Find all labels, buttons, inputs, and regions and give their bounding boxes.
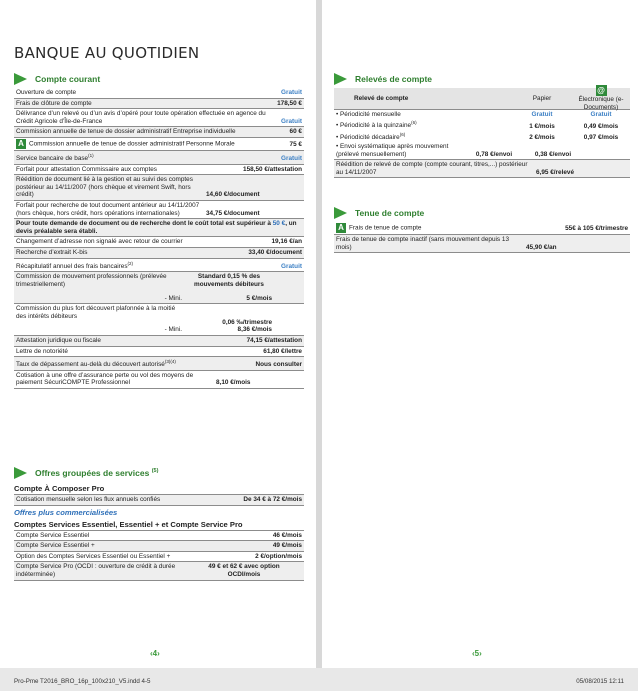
table-row: Réédition de relevé de compte (compte courant, titres,...) postérieur au 14/11/2007 6,95 €/relevé [334,160,630,178]
table-row: Lettre de notoriété 61,80 €/lettre [14,347,304,358]
table-row: Compte Service Pro (OCDI : ouverture de crédit à durée indéterminée) 49 € et 62 € avec option OCDI/mois [14,562,304,580]
table-row: • Périodicité à la quinzaine$^{(6)}$ 1 €/mois 0,49 €/mois [336,120,619,130]
table-row: Cotisation mensuelle selon les flux annuels confiés De 34 € à 72 €/mois [14,494,304,506]
right-page [322,0,638,668]
table-row: Option des Comptes Services Essentiel ou Essentiel + 2 €/option/mois [14,552,304,563]
table-row: Compte Service Essentiel 46 €/mois [14,530,304,542]
table-row: Commission de mouvement professionnels (prélevée trimestriellement) - Mini. Standard 0,15 % des mouvements débiteurs 5 €/mois [14,272,304,304]
table-row: Forfait pour attestation Commissaire aux comptes 158,50 €/attestation [14,165,304,176]
table-row: Commission du plus fort découvert plafonnée à la moitié des intérêts débiteurs - Mini. 0,06 ‰/trimestre 8,36 €/mois [14,304,304,336]
section-title: Compte courant [35,74,101,84]
arrow-right-icon [14,73,27,85]
table-row: Taux de dépassement au-delà du découvert autorisé$^{(3)(4)}$ Nous consulter [14,357,304,371]
page-number: ‹4› [150,649,160,658]
print-date: 05/08/2015 12:11 [576,678,624,685]
table-row: Frais de clôture de compte 178,50 € [14,99,304,110]
compte-courant-heading [14,72,304,86]
table-row: Forfait pour recherche de tout document antérieur au 14/11/2007 (hors chèque, hors crédit, hors opérations internationales) 34,75 €/document [14,201,304,219]
releves-section [334,72,630,178]
table-row: Cotisation à une offre d’assurance perte ou vol des moyens de paiement SécuriCOMPTE Professionnel 8,10 €/mois [14,371,304,389]
at-sign-icon: @ [597,86,605,96]
table-row: Délivrance d’un relevé ou d’un avis d’opéré pour toute opération effectuée en agence du Crédit Agricole d’Île-de-France Gratuit [14,109,304,127]
table-row: Récapitulatif annuel des frais bancaires$^{(2)}$ Gratuit [14,259,304,273]
page-title: BANQUE AU QUOTIDIEN [14,44,200,62]
table-row: Pour toute demande de document ou de recherche dont le coût total est supérieur à 50 €, un devis préalable sera établi. [14,219,304,237]
table-row: Réédition de document lié à la gestion et au suivi des comptes postérieur au 14/11/2007 (hors chèque et virement Swift, hors crédit) 14,60 €/document [14,175,304,201]
table-row: • Envoi systématique après mouvement (prélevé mensuellement) 0,78 €/envoi 0,38 €/envoi [334,143,630,160]
table-row: Recherche d’extrait K-bis 33,40 €/document [14,248,304,259]
subsection-title: Comptes Services Essentiel, Essentiel + et Compte Service Pro [14,519,243,529]
table-row: • Périodicité décadaire$^{(6)}$ 2 €/mois 0,97 €/mois [336,132,619,142]
table-row: Service bancaire de base$^{(1)}$ Gratuit [14,151,304,165]
tenue-section [334,206,630,253]
table-header: Relevé de compte Papier @ Électronique (e-Documents) [334,88,630,110]
left-page [0,0,316,668]
table-row: Compte Service Essentiel + 49 €/mois [14,541,304,552]
releves-heading: Relevés de compte [334,72,630,86]
compte-courant-section [14,72,304,389]
page-number: ‹5› [472,649,482,658]
arrow-right-icon [334,73,347,85]
table-row: A Frais de tenue de compte 55€ à 105 €/trimestre [334,222,630,235]
print-file-name: Pro-Pme T2016_BRO_16p_100x210_V5.indd 4-5 [14,678,151,685]
arrow-right-icon [334,207,347,219]
offres-section [14,466,304,581]
ca-logo-icon: A [336,223,346,233]
table-row: Changement d’adresse non signalé avec retour de courrier 19,16 €/an [14,237,304,248]
tenue-heading: Tenue de compte [334,206,630,220]
table-row: Attestation juridique ou fiscale 74,15 €/attestation [14,336,304,347]
table-row: Ouverture de compte Gratuit [14,88,304,99]
table-row: Frais de tenue de compte inactif (sans mouvement depuis 13 mois) 45,90 €/an [334,235,630,253]
table-row: Commission annuelle de tenue de dossier administratif Entreprise individuelle 60 € [14,127,304,138]
subsection-title: Offres plus commercialisées [14,507,118,517]
offres-heading: Offres groupées de services $^{(5)}$ [14,466,304,480]
subsection-title: Compte À Composer Pro [14,484,105,493]
table-row: A Commission annuelle de tenue de dossier administratif Personne Morale 75 € [14,138,304,151]
table-row: • Périodicité mensuelle Gratuit Gratuit [336,110,612,118]
arrow-right-icon [14,467,27,479]
ca-logo-icon: A [16,139,26,149]
